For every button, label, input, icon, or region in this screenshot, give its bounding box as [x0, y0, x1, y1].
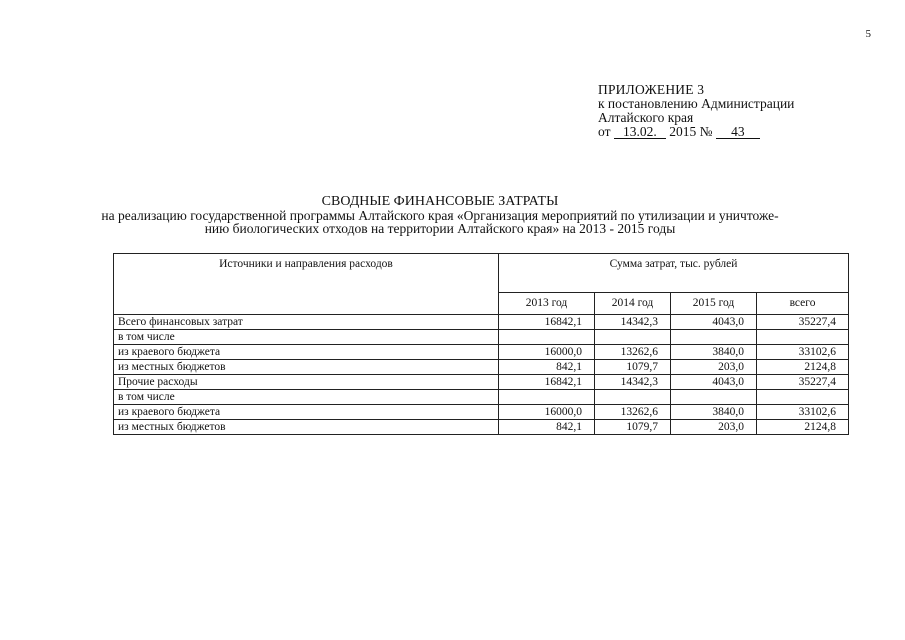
annex-date-line [598, 125, 794, 139]
financial-costs-table [113, 253, 849, 435]
row-label: Прочие расходы [114, 375, 499, 390]
cell-total: 33102,6 [757, 345, 849, 360]
header-year-2013: 2013 год [499, 292, 595, 314]
annex-date-prefix: от [598, 124, 611, 139]
table-row [114, 420, 849, 435]
cell-total [757, 390, 849, 405]
cell-total [757, 330, 849, 345]
row-label: Всего финансовых затрат [114, 315, 499, 330]
row-label: из местных бюджетов [114, 420, 499, 435]
cell-total: 2124,8 [757, 420, 849, 435]
cell-2013: 16842,1 [499, 315, 595, 330]
cell-2013 [499, 390, 595, 405]
header-sum: Сумма затрат, тыс. рублей [499, 254, 849, 293]
annex-number: 43 [716, 125, 760, 139]
document-subtitle-line-2: нию биологических отходов на территории Алтайского края» на 2013 - 2015 годы [204, 221, 676, 236]
table-row [114, 360, 849, 375]
table-row [114, 390, 849, 405]
cell-2014: 1079,7 [595, 420, 671, 435]
cell-2015 [671, 330, 757, 345]
cell-2015: 4043,0 [671, 375, 757, 390]
table-body [114, 315, 849, 435]
cell-total: 33102,6 [757, 405, 849, 420]
cell-2014: 13262,6 [595, 405, 671, 420]
annex-line-3: Алтайского края [598, 110, 694, 125]
cell-2015: 3840,0 [671, 345, 757, 360]
table-row [114, 345, 849, 360]
page-number: 5 [865, 28, 871, 40]
cell-total: 35227,4 [757, 315, 849, 330]
cell-2014: 13262,6 [595, 345, 671, 360]
row-label: в том числе [114, 330, 499, 345]
cell-2014: 1079,7 [595, 360, 671, 375]
document-title: СВОДНЫЕ ФИНАНСОВЫЕ ЗАТРАТЫ [321, 194, 559, 209]
cell-2013: 842,1 [499, 420, 595, 435]
header-total: всего [757, 292, 849, 314]
document-subtitle-line-1: на реализацию государственной программы Алтайского края «Организация мероприятий по утилизации и уничтоже- [101, 207, 779, 223]
cell-2013: 842,1 [499, 360, 595, 375]
cell-2013: 16842,1 [499, 375, 595, 390]
table-row [114, 330, 849, 345]
cell-2014 [595, 390, 671, 405]
cell-2013: 16000,0 [499, 345, 595, 360]
table-row [114, 315, 849, 330]
cell-2015 [671, 390, 757, 405]
annex-year: 2015 № [669, 124, 713, 139]
row-label: из местных бюджетов [114, 360, 499, 375]
table-row [114, 405, 849, 420]
table-row [114, 375, 849, 390]
row-label: в том числе [114, 390, 499, 405]
cell-2015: 203,0 [671, 360, 757, 375]
cell-total: 2124,8 [757, 360, 849, 375]
cell-2013 [499, 330, 595, 345]
header-year-2014: 2014 год [595, 292, 671, 314]
cell-2014: 14342,3 [595, 315, 671, 330]
document-heading [90, 195, 790, 236]
row-label: из краевого бюджета [114, 405, 499, 420]
cell-2014: 14342,3 [595, 375, 671, 390]
row-label: из краевого бюджета [114, 345, 499, 360]
annex-line-2: к постановлению Администрации [598, 96, 795, 111]
cell-2015: 203,0 [671, 420, 757, 435]
cell-2013: 16000,0 [499, 405, 595, 420]
cell-total: 35227,4 [757, 375, 849, 390]
header-sources: Источники и направления расходов [114, 254, 499, 315]
cell-2015: 4043,0 [671, 315, 757, 330]
annex-date: 13.02. [614, 125, 666, 139]
annex-block [598, 83, 794, 139]
cell-2014 [595, 330, 671, 345]
cell-2015: 3840,0 [671, 405, 757, 420]
annex-title: ПРИЛОЖЕНИЕ 3 [598, 82, 705, 97]
header-year-2015: 2015 год [671, 292, 757, 314]
